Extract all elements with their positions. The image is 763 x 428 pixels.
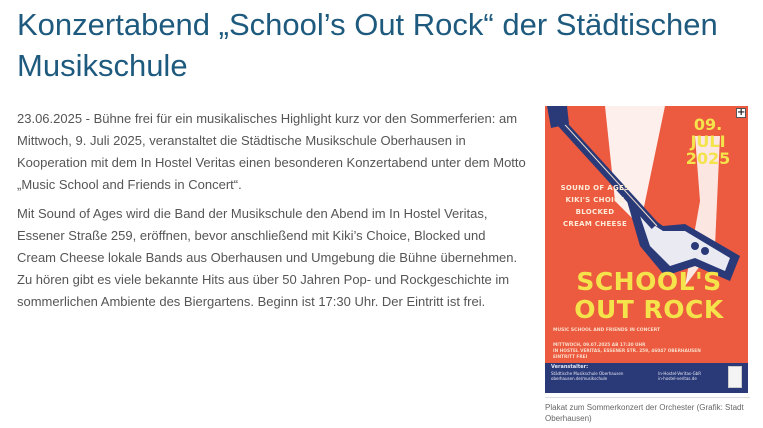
organizer-right — [658, 371, 701, 382]
plus-icon: + — [737, 107, 746, 118]
page-title: Konzertabend „School’s Out Rock“ der Städtischen Musikschule — [17, 7, 718, 83]
poster-date-day: 09. — [693, 115, 723, 134]
organizer-text: in-hostel-veritas.de — [658, 376, 697, 381]
poster-subtitle: MUSIC SCHOOL AND FRIENDS IN CONCERT — [553, 328, 661, 333]
organizer-left — [551, 371, 623, 382]
poster-title-line: OUT ROCK — [574, 295, 724, 324]
organizer-columns — [551, 371, 701, 382]
article-paragraph: Mit Sound of Ages wird die Band der Musikschule den Abend im In Hostel Veritas, Essener Straße 259, eröffnen, bevor anschließend mit Kiki’s Choice, Blocked und Cream Cheese lokale Bands aus Oberhausen und Umgebung die Bühne übernehmen. Zu hören gibt es viele bekannte Hits aus über 50 Jahren Pop- und Rockgeschichte im sommerlichen Ambiente des Biergartens. Beginn ist 17:30 Uhr. Der Eintritt ist frei. — [17, 206, 518, 309]
poster-date-month: JULI — [690, 132, 726, 151]
organizer-text: In-Hostel-Veritas-GbR — [658, 370, 701, 376]
poster-band: BLOCKED — [575, 208, 615, 216]
poster-figure — [545, 106, 750, 424]
poster-info-line: IN HOSTEL VERITAS, ESSENER STR. 259, 46047 OBERHAUSEN — [553, 349, 701, 354]
poster-title — [551, 268, 747, 324]
poster-caption: Plakat zum Sommerkonzert der Orchester (Grafik: Stadt Oberhausen) — [545, 397, 750, 424]
poster-title-line: SCHOOL'S — [576, 267, 722, 296]
concert-poster-image[interactable] — [545, 106, 748, 393]
organizer-text: Städtische Musikschule Oberhausen — [551, 370, 624, 376]
poster-info-line: MITTWOCH, 09.07.2025 AB 17:30 UHR — [553, 343, 646, 348]
article-body — [17, 108, 527, 320]
poster-band: CREAM CHEESE — [562, 220, 628, 228]
poster-organizer-band — [545, 363, 748, 393]
poster-info-line: EINTRITT FREI — [553, 355, 588, 360]
qr-logo-icon — [728, 366, 742, 388]
organizer-label: Veranstalter: — [551, 364, 589, 370]
article-paragraph: 23.06.2025 - Bühne frei für ein musikalisches Highlight kurz vor den Sommerferien: am Mittwoch, 9. Juli 2025, veranstaltet die Städtische Musikschule Oberhausen in Kooperation mit dem In Hostel Veritas einen besonderen Konzertabend unter dem Motto „Music School and Friends in Concert“. — [17, 111, 526, 192]
poster-event-info — [553, 343, 743, 361]
poster-date — [673, 116, 743, 167]
organizer-text: oberhausen.de/musikschule — [551, 376, 608, 381]
poster-band: SOUND OF AGES — [560, 184, 630, 192]
poster-band: KIKI'S CHOICE — [565, 196, 625, 204]
expand-image-button[interactable] — [736, 108, 746, 118]
poster-date-year: 2025 — [685, 149, 731, 168]
poster-band-list — [547, 182, 643, 230]
